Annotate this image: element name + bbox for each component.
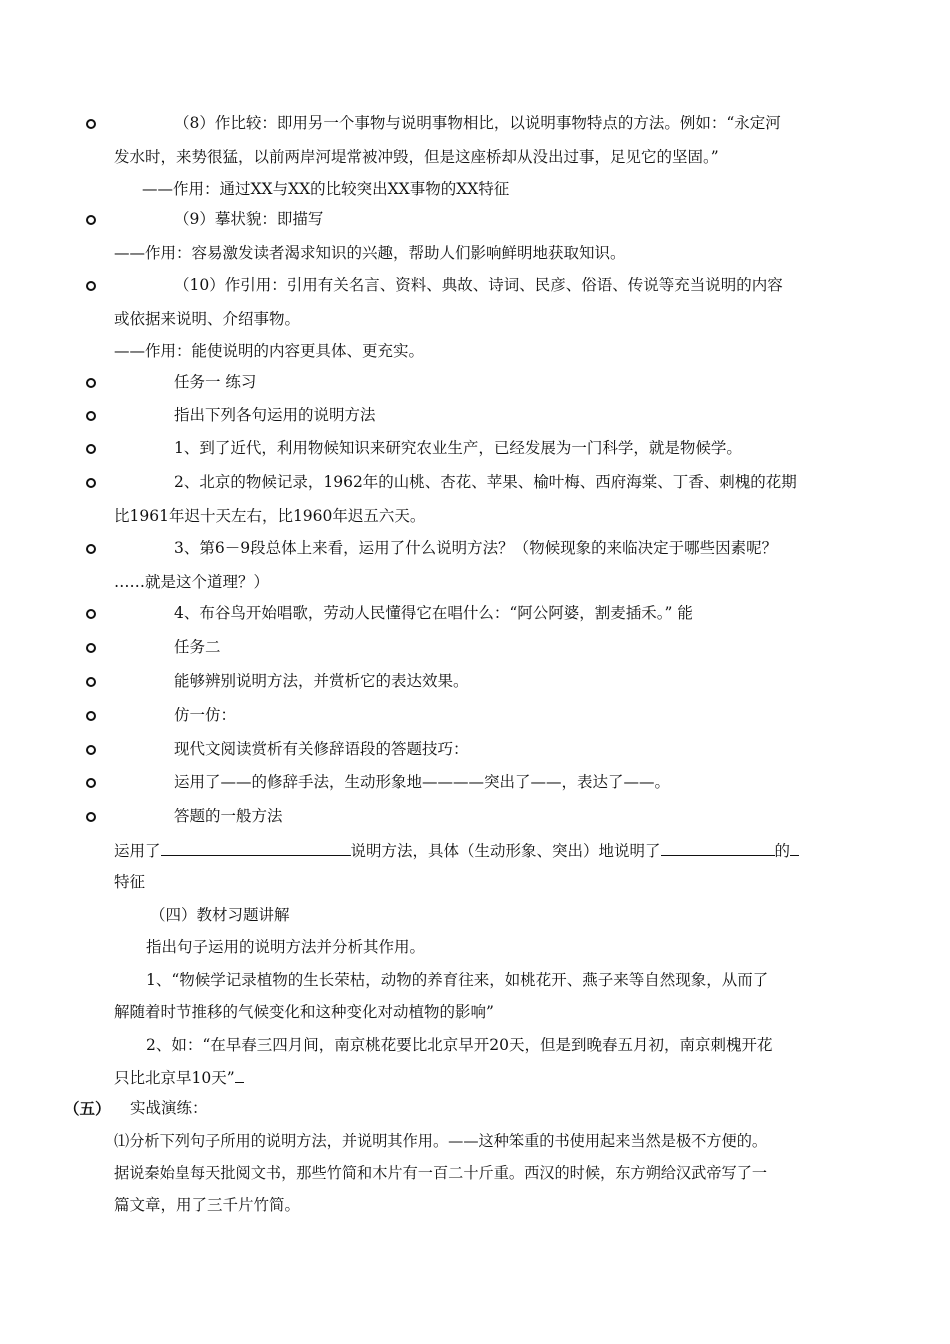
- text-line: ……就是这个道理？）: [114, 573, 270, 591]
- bullet-icon: [86, 778, 96, 788]
- bullet-icon: [86, 544, 96, 554]
- bullet-icon: [86, 812, 96, 822]
- bullet-icon: [86, 609, 96, 619]
- text-line: 解随着时节推移的气候变化和这种变化对动植物的影响”: [114, 1003, 494, 1021]
- bullet-icon: [86, 378, 96, 388]
- text-line: 指出下列各句运用的说明方法: [174, 406, 376, 424]
- answer-blank: [661, 841, 775, 856]
- text-line: （10）作引用：引用有关名言、资料、典故、诗词、民彦、俗语、传说等充当说明的内容: [174, 276, 783, 294]
- text-line: 运用了——的修辞手法，生动形象地————突出了——，表达了——。: [174, 773, 671, 791]
- text-line: 比1961年迟十天左右，比1960年迟五六天。: [114, 507, 426, 525]
- text-line: 仿一仿：: [174, 706, 237, 724]
- bullet-icon: [86, 281, 96, 291]
- text-line: 1、到了近代，利用物候知识来研究农业生产，已经发展为一门科学，就是物候学。: [174, 439, 742, 457]
- section-heading: （四）教材习题讲解: [150, 906, 290, 924]
- text-line: 据说秦始皇每天批阅文书，那些竹简和木片有一百二十斤重。西汉的时候，东方朔给汉武帝写了一: [114, 1164, 768, 1182]
- bullet-icon: [86, 215, 96, 225]
- text-line: ——作用：通过XX与XX的比较突出XX事物的XX特征: [142, 180, 510, 198]
- text-line: 3、第6－9段总体上来看，运用了什么说明方法？（物候现象的来临决定于哪些因素呢？: [174, 539, 778, 557]
- bullet-icon: [86, 711, 96, 721]
- text-line: ——作用：能使说明的内容更具体、更充实。: [114, 342, 425, 360]
- section-number: （五）: [64, 1099, 111, 1118]
- answer-blank: [161, 841, 351, 856]
- fill-in-line: [114, 841, 799, 861]
- text-line: ——作用：容易激发读者渴求知识的兴趣，帮助人们影响鲜明地获取知识。: [114, 244, 626, 262]
- text-line: 能够辨别说明方法，并赏析它的表达效果。: [174, 672, 469, 690]
- text-line: ⑴分析下列句子所用的说明方法，并说明其作用。——这种笨重的书使用起来当然是极不方便的。: [114, 1132, 768, 1150]
- text-line: 答题的一般方法: [174, 807, 283, 825]
- text-line: （8）作比较：即用另一个事物与说明事物相比，以说明事物特点的方法。例如：“永定河: [174, 114, 781, 132]
- fill-in-middle: 说明方法，具体（生动形象、突出）地说明了: [350, 842, 661, 860]
- text-line: （9）摹状貌：即描写: [174, 210, 324, 228]
- text-line: 篇文章，用了三千片竹简。: [114, 1196, 301, 1214]
- text-line: 4、布谷鸟开始唱歌，劳动人民懂得它在唱什么：“阿公阿婆，割麦插禾。” 能: [174, 604, 693, 622]
- fill-in-prefix: 运用了: [114, 842, 161, 860]
- text-line: 2、北京的物候记录，1962年的山桃、杏花、苹果、榆叶梅、西府海棠、丁香、刺槐的花期: [174, 473, 797, 491]
- bullet-icon: [86, 677, 96, 687]
- text-line: 任务一 练习: [174, 373, 257, 391]
- fill-in-suffix: 的: [774, 842, 791, 860]
- text-line: 任务二: [174, 638, 221, 656]
- text-line: 2、如：“在早春三四月间，南京桃花要比北京早开20天，但是到晚春五月初，南京刺槐开花: [146, 1036, 773, 1054]
- bullet-icon: [86, 745, 96, 755]
- text-line: 特征: [114, 873, 146, 891]
- bullet-icon: [86, 119, 96, 129]
- text-line: [114, 1068, 244, 1088]
- answer-blank: [790, 841, 799, 856]
- text-span: 只比北京早10天”: [114, 1069, 235, 1087]
- answer-blank: [235, 1068, 244, 1083]
- bullet-icon: [86, 444, 96, 454]
- bullet-icon: [86, 411, 96, 421]
- bullet-icon: [86, 643, 96, 653]
- text-line: 发水时，来势很猛，以前两岸河堤常被冲毁，但是这座桥却从没出过事，足见它的坚固。”: [114, 148, 719, 166]
- text-line: 指出句子运用的说明方法并分析其作用。: [146, 938, 426, 956]
- bullet-icon: [86, 478, 96, 488]
- section-heading: 实战演练：: [130, 1099, 208, 1117]
- text-line: 或依据来说明、介绍事物。: [114, 310, 301, 328]
- text-line: 现代文阅读赏析有关修辞语段的答题技巧：: [174, 740, 469, 758]
- text-line: 1、“物候学记录植物的生长荣枯，动物的养育往来，如桃花开、燕子来等自然现象，从而了: [146, 971, 769, 989]
